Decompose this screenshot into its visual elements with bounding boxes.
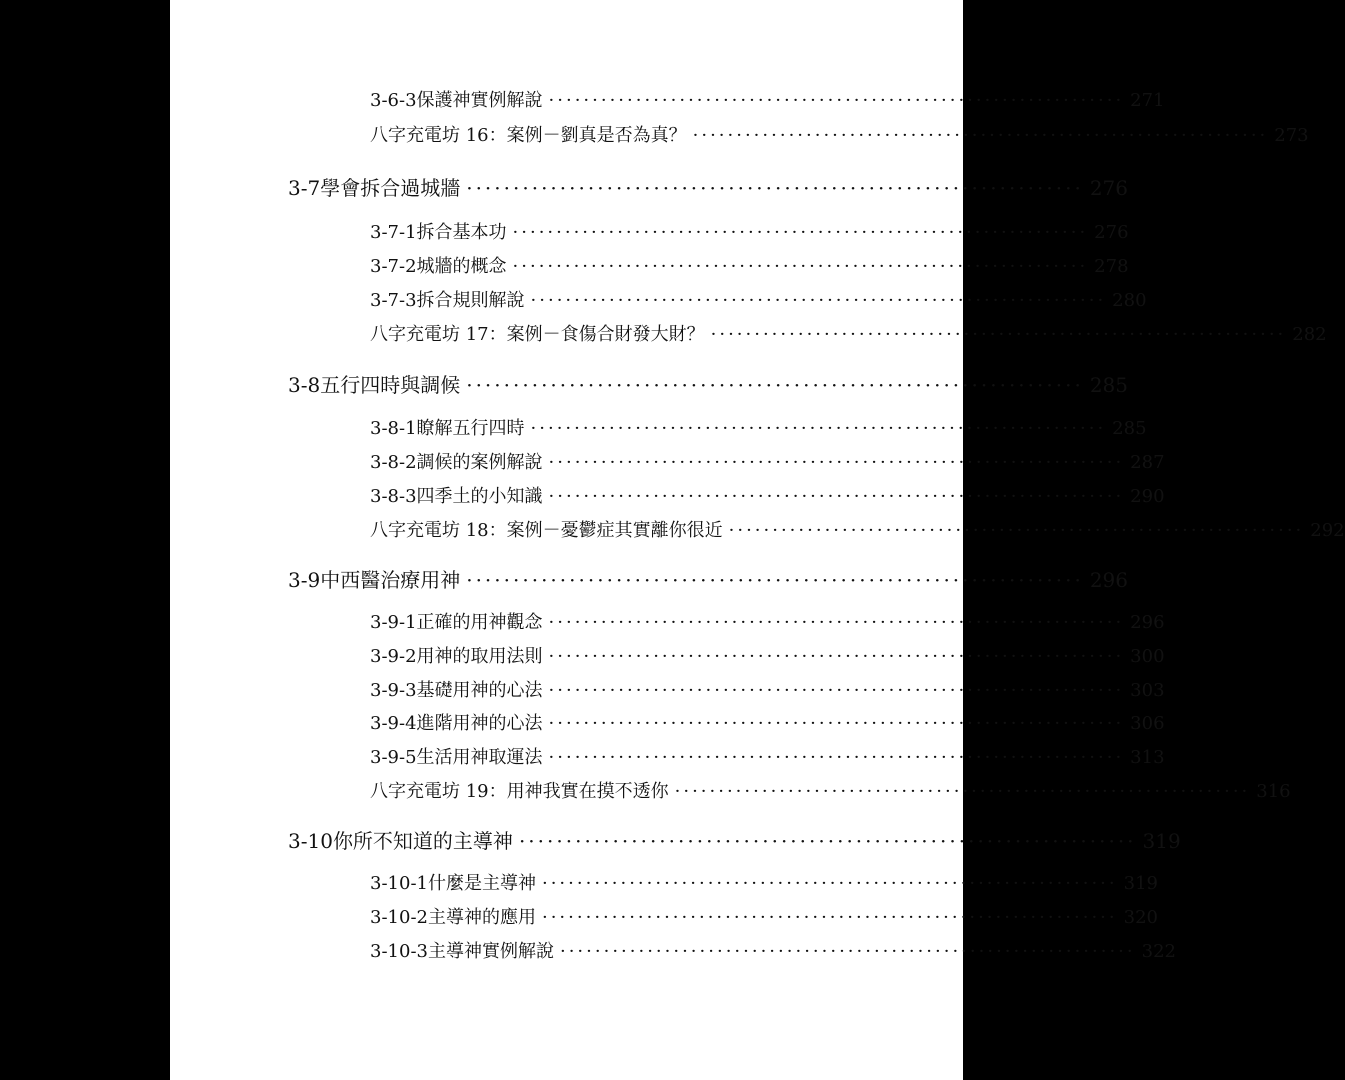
dot-leader: ·································································· [512, 256, 1089, 277]
toc-extra-title: 八字充電坊 19：用神我實在摸不透你 [370, 781, 669, 802]
toc-entry-3-7-1[interactable] [370, 218, 1129, 244]
toc-entry-page: 320 [1123, 907, 1158, 928]
dot-leader: ·································································· [541, 907, 1118, 928]
dot-leader: ·································································· [466, 568, 1084, 592]
toc-entry-title: 主導神的應用 [427, 907, 536, 928]
toc-chapter-3-9[interactable] [288, 564, 1128, 593]
toc-entry-number: 3-9-2 [370, 646, 417, 667]
toc-entry-title: 拆合規則解說 [416, 290, 525, 311]
toc-entry-title: 用神的取用法則 [416, 646, 543, 667]
toc-entry-number: 3-9-3 [370, 680, 417, 701]
dot-leader: ·································································· [548, 713, 1125, 734]
toc-entry-title: 四季土的小知識 [416, 486, 543, 507]
toc-entry-3-10-1[interactable] [370, 869, 1158, 895]
toc-entry-title: 城牆的概念 [416, 256, 507, 277]
toc-entry-page: 292 [1310, 520, 1345, 541]
toc-entry-page: 319 [1123, 873, 1158, 894]
toc-entry-3-8-3[interactable] [370, 482, 1165, 508]
toc-entry-number: 3-10-1 [370, 873, 428, 894]
dot-leader: ·································································· [548, 612, 1125, 633]
toc-extra-18[interactable] [370, 516, 1345, 542]
toc-entry-number: 3-6-3 [370, 90, 417, 111]
toc-entry-page: 280 [1112, 290, 1147, 311]
toc-entry-page: 285 [1112, 418, 1147, 439]
toc-entry-title: 瞭解五行四時 [416, 418, 525, 439]
toc-chapter-title: 你所不知道的主導神 [332, 829, 513, 853]
dot-leader: ·································································· [548, 90, 1125, 111]
dot-leader: ·································································· [548, 646, 1125, 667]
dot-leader: ·································································· [674, 781, 1251, 802]
toc-entry-page: 276 [1094, 222, 1129, 243]
dot-leader: ·································································· [559, 941, 1136, 962]
dot-leader: ·································································· [541, 873, 1118, 894]
toc-entry-3-10-2[interactable] [370, 903, 1158, 929]
toc-chapter-3-7[interactable] [288, 172, 1128, 201]
toc-entry-number: 3-10-3 [370, 941, 428, 962]
toc-entry-page: 278 [1094, 256, 1129, 277]
toc-chapter-number: 3-9 [288, 568, 321, 592]
toc-entry-number: 3-9-1 [370, 612, 417, 633]
dot-leader: ·································································· [548, 747, 1125, 768]
toc-extra-title: 八字充電坊 16：案例－劉真是否為真？ [370, 125, 687, 146]
toc-entry-number: 3-8-3 [370, 486, 417, 507]
toc-entry-number: 3-7-3 [370, 290, 417, 311]
toc-entry-page: 273 [1274, 125, 1309, 146]
toc-entry-title: 保護神實例解說 [416, 90, 543, 111]
dot-leader: ·································································· [466, 373, 1084, 397]
dot-leader: ·································································· [548, 486, 1125, 507]
dot-leader: ·································································· [548, 452, 1125, 473]
toc-entry-title: 正確的用神觀念 [416, 612, 543, 633]
dot-leader: ·································································· [530, 418, 1107, 439]
toc-entry-page: 322 [1141, 941, 1176, 962]
toc-extra-19[interactable] [370, 777, 1291, 803]
toc-chapter-number: 3-10 [288, 829, 333, 853]
toc-entry-page: 319 [1142, 829, 1181, 853]
toc-extra-title: 八字充電坊 17：案例－食傷合財發大財？ [370, 324, 705, 345]
toc-entry-title: 拆合基本功 [416, 222, 507, 243]
toc-entry-page: 282 [1292, 324, 1327, 345]
toc-entry-3-9-2[interactable] [370, 642, 1165, 668]
dot-leader: ·································································· [692, 125, 1269, 146]
toc-entry-3-9-3[interactable] [370, 676, 1165, 702]
toc-entry-page: 296 [1130, 612, 1165, 633]
toc-entry-3-6-3[interactable] [370, 86, 1165, 112]
toc-entry-page: 303 [1130, 680, 1165, 701]
toc-entry-number: 3-9-5 [370, 747, 417, 768]
toc-entry-title: 生活用神取運法 [416, 747, 543, 768]
toc-chapter-number: 3-8 [288, 373, 321, 397]
toc-entry-number: 3-9-4 [370, 713, 417, 734]
toc-entry-3-7-3[interactable] [370, 286, 1147, 312]
toc-entry-number: 3-8-1 [370, 418, 417, 439]
toc-extra-16[interactable] [370, 121, 1309, 147]
dot-leader: ·································································· [512, 222, 1089, 243]
toc-entry-title: 基礎用神的心法 [416, 680, 543, 701]
toc-entry-3-8-2[interactable] [370, 448, 1165, 474]
document-page [170, 0, 1345, 1080]
toc-entry-3-9-4[interactable] [370, 709, 1165, 735]
dot-leader: ·································································· [530, 290, 1107, 311]
toc-entry-title: 什麼是主導神 [427, 873, 536, 894]
toc-entry-3-9-1[interactable] [370, 608, 1165, 634]
dot-leader: ·································································· [466, 176, 1084, 200]
toc-entry-page: 300 [1130, 646, 1165, 667]
dot-leader: ·································································· [548, 680, 1125, 701]
toc-entry-3-9-5[interactable] [370, 743, 1165, 769]
toc-chapter-3-8[interactable] [288, 369, 1128, 398]
toc-chapter-number: 3-7 [288, 176, 321, 200]
toc-entry-title: 進階用神的心法 [416, 713, 543, 734]
toc-entry-number: 3-8-2 [370, 452, 417, 473]
toc-entry-page: 296 [1089, 568, 1128, 592]
toc-entry-page: 316 [1256, 781, 1291, 802]
toc-extra-17[interactable] [370, 320, 1327, 346]
toc-entry-page: 290 [1130, 486, 1165, 507]
toc-entry-number: 3-7-1 [370, 222, 417, 243]
dot-leader: ·································································· [710, 324, 1287, 345]
toc-entry-title: 調候的案例解說 [416, 452, 543, 473]
toc-chapter-title: 中西醫治療用神 [320, 568, 461, 592]
toc-entry-page: 276 [1089, 176, 1128, 200]
toc-chapter-title: 五行四時與調候 [320, 373, 461, 397]
toc-entry-page: 287 [1130, 452, 1165, 473]
toc-entry-page: 285 [1089, 373, 1128, 397]
dot-leader: ·································································· [518, 829, 1137, 853]
toc-entry-3-10-3[interactable] [370, 937, 1176, 963]
toc-entry-number: 3-7-2 [370, 256, 417, 277]
toc-entry-title: 主導神實例解說 [427, 941, 554, 962]
toc-entry-page: 271 [1130, 90, 1165, 111]
toc-extra-title: 八字充電坊 18：案例－憂鬱症其實離你很近 [370, 520, 723, 541]
dot-leader: ·································································· [728, 520, 1305, 541]
toc-entry-page: 313 [1130, 747, 1165, 768]
toc-chapter-3-10[interactable] [288, 825, 1181, 854]
toc-entry-3-7-2[interactable] [370, 252, 1129, 278]
toc-entry-3-8-1[interactable] [370, 414, 1147, 440]
toc-entry-number: 3-10-2 [370, 907, 428, 928]
toc-entry-page: 306 [1130, 713, 1165, 734]
toc-chapter-title: 學會拆合過城牆 [320, 176, 461, 200]
